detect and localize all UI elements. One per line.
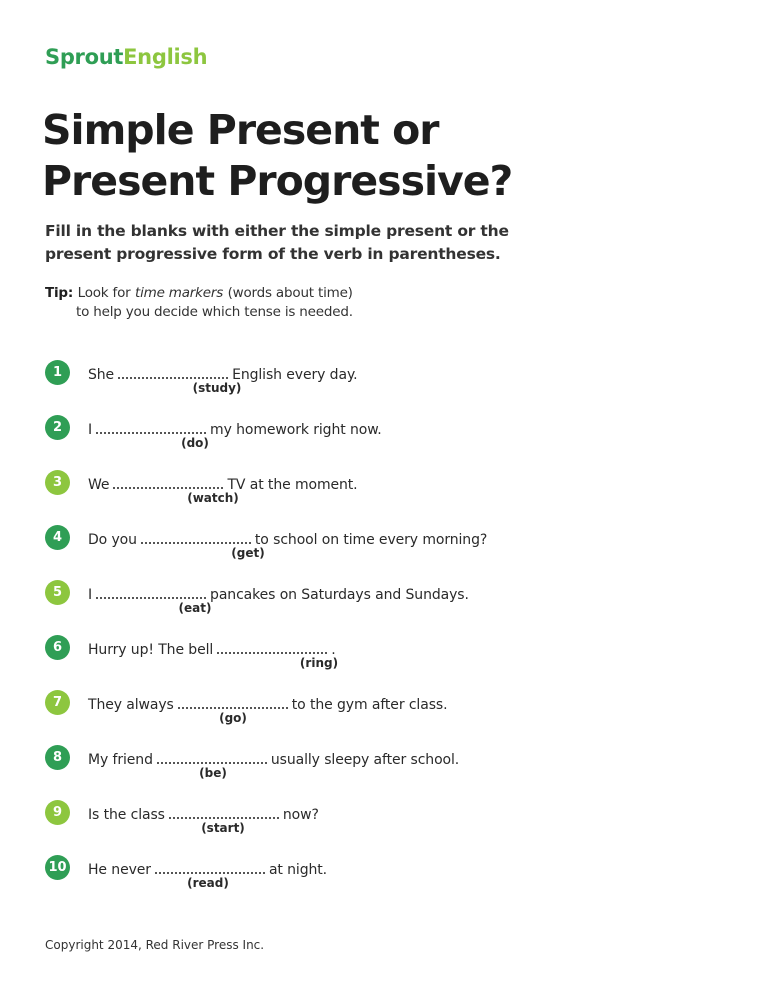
question-number-badge: 8: [45, 745, 70, 770]
tip-after: (words about time): [227, 285, 353, 301]
question-item: [45, 855, 745, 905]
question-text-before: She: [88, 367, 115, 383]
question-text-after: to the gym after class.: [291, 697, 448, 713]
tip-emphasis: time markers: [134, 285, 224, 301]
answer-blank[interactable]: [157, 748, 267, 764]
question-text-before: Do you: [88, 532, 137, 548]
tip: [45, 284, 425, 322]
verb-hint: (read): [187, 876, 229, 890]
question-text-after: TV at the moment.: [227, 477, 358, 493]
question-text-before: My friend: [88, 752, 153, 768]
answer-blank[interactable]: [169, 803, 279, 819]
question-text-before: We: [88, 477, 110, 493]
tip-line-2: to help you decide which tense is needed.: [76, 304, 353, 320]
answer-blank[interactable]: [118, 363, 228, 379]
question-item: [45, 360, 745, 410]
question-number-badge: 9: [45, 800, 70, 825]
title-line-1: Simple Present or: [42, 106, 439, 154]
page-title: [42, 105, 512, 207]
question-item: [45, 580, 745, 630]
question-text-after: my homework right now.: [210, 422, 382, 438]
question-item: [45, 635, 745, 685]
verb-hint: (ring): [299, 656, 339, 670]
question-text-after: to school on time every morning?: [254, 532, 488, 548]
verb-hint: (start): [201, 821, 245, 835]
question-number-badge: 7: [45, 690, 70, 715]
tip-label: Tip:: [45, 285, 74, 301]
copyright: Copyright 2014, Red River Press Inc.: [45, 938, 265, 952]
question-text-after: pancakes on Saturdays and Sundays.: [210, 587, 469, 603]
question-sentence: [88, 748, 459, 769]
question-number-badge: 5: [45, 580, 70, 605]
brand-part-2: English: [123, 45, 208, 69]
question-item: [45, 525, 745, 575]
answer-blank[interactable]: [178, 693, 288, 709]
verb-hint: (go): [219, 711, 247, 725]
question-text-before: He never: [88, 862, 151, 878]
brand-logo: [45, 45, 207, 69]
instructions: Fill in the blanks with either the simple present or the present progressive form of the verb in parentheses.: [45, 222, 509, 263]
question-item: [45, 690, 745, 740]
question-item: [45, 415, 745, 465]
question-item: [45, 800, 745, 850]
answer-blank[interactable]: [96, 583, 206, 599]
question-text-before: I: [88, 422, 93, 438]
question-text-after: now?: [282, 807, 319, 823]
question-item: [45, 745, 745, 795]
question-number-badge: 10: [45, 855, 70, 880]
question-text-after: usually sleepy after school.: [270, 752, 460, 768]
verb-hint: (eat): [178, 601, 212, 615]
question-number-badge: 4: [45, 525, 70, 550]
question-item: [45, 470, 745, 520]
verb-hint: (get): [231, 546, 265, 560]
verb-hint: (study): [192, 381, 242, 395]
question-text-after: at night.: [268, 862, 328, 878]
tip-before: Look for: [77, 285, 131, 301]
question-number-badge: 6: [45, 635, 70, 660]
answer-blank[interactable]: [96, 418, 206, 434]
brand-part-1: Sprout: [45, 45, 124, 69]
question-number-badge: 1: [45, 360, 70, 385]
answer-blank[interactable]: [113, 473, 223, 489]
verb-hint: (watch): [187, 491, 239, 505]
question-text-before: Is the class: [88, 807, 165, 823]
answer-blank[interactable]: [217, 638, 327, 654]
question-text-before: Hurry up! The bell: [88, 642, 214, 658]
answer-blank[interactable]: [155, 858, 265, 874]
question-number-badge: 3: [45, 470, 70, 495]
answer-blank[interactable]: [141, 528, 251, 544]
verb-hint: (do): [181, 436, 209, 450]
question-number-badge: 2: [45, 415, 70, 440]
title-line-2: Present Progressive?: [42, 157, 513, 205]
verb-hint: (be): [199, 766, 227, 780]
question-text-after: English every day.: [232, 367, 358, 383]
question-text-after: .: [331, 642, 336, 658]
question-text-before: I: [88, 587, 93, 603]
question-text-before: They always: [88, 697, 174, 713]
